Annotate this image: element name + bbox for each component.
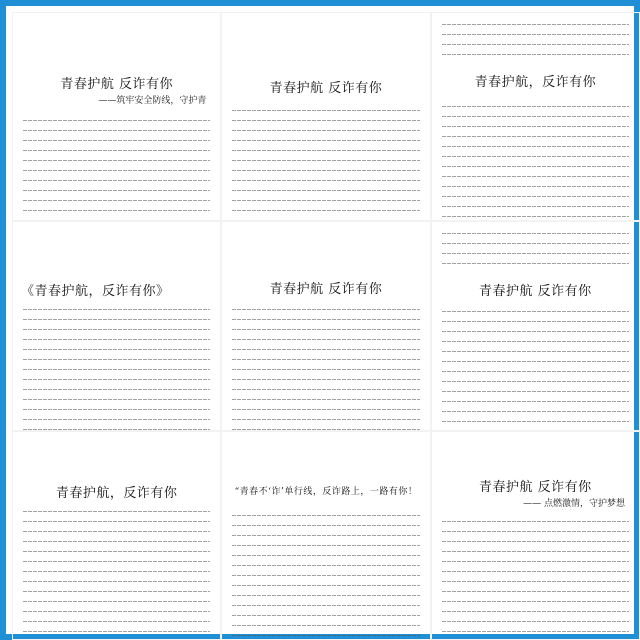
body-text — [23, 502, 210, 640]
page-thumbnail-4 — [12, 221, 221, 430]
body-text-top — [442, 15, 629, 65]
thumbnail-title: “青春不‘诈’单行线，反诈路上，一路有你！ — [234, 486, 418, 497]
page-thumbnail-5 — [221, 221, 430, 430]
thumbnail-subtitle: ——筑牢安全防线，守护青 — [98, 96, 207, 106]
thumbnail-title: 《青春护航，反诈有你》 — [21, 284, 170, 300]
body-text — [442, 97, 629, 221]
body-text — [232, 506, 419, 640]
page-thumbnail-2 — [221, 12, 430, 221]
body-text — [232, 101, 419, 221]
page-thumbnail-3 — [431, 12, 640, 221]
page-thumbnail-1 — [12, 12, 221, 221]
thumbnail-title: 青春护航，反诈有你 — [474, 75, 597, 90]
body-text — [23, 300, 210, 430]
body-text — [442, 302, 629, 430]
thumbnail-title: 青春护航，反诈有你 — [55, 485, 178, 501]
thumbnail-title: 青春护航 反诈有你 — [479, 284, 592, 300]
thumbnail-title: 青春护航 反诈有你 — [269, 81, 383, 96]
body-text — [442, 512, 629, 640]
page-thumbnail-8 — [221, 431, 430, 640]
page-thumbnail-9 — [431, 431, 640, 640]
thumbnail-title: 青春护航 反诈有你 — [60, 77, 173, 92]
page-thumbnail-7 — [12, 431, 221, 640]
thumbnail-subtitle: —— 点燃激情，守护梦想 — [523, 498, 625, 509]
body-text — [23, 111, 210, 220]
thumbnail-title: 青春护航 反诈有你 — [269, 282, 383, 298]
body-text-top — [442, 224, 629, 274]
collage-grid — [12, 12, 640, 640]
thumbnail-title: 青春护航 反诈有你 — [479, 479, 592, 495]
page-thumbnail-6 — [431, 221, 640, 430]
body-text — [232, 300, 419, 430]
